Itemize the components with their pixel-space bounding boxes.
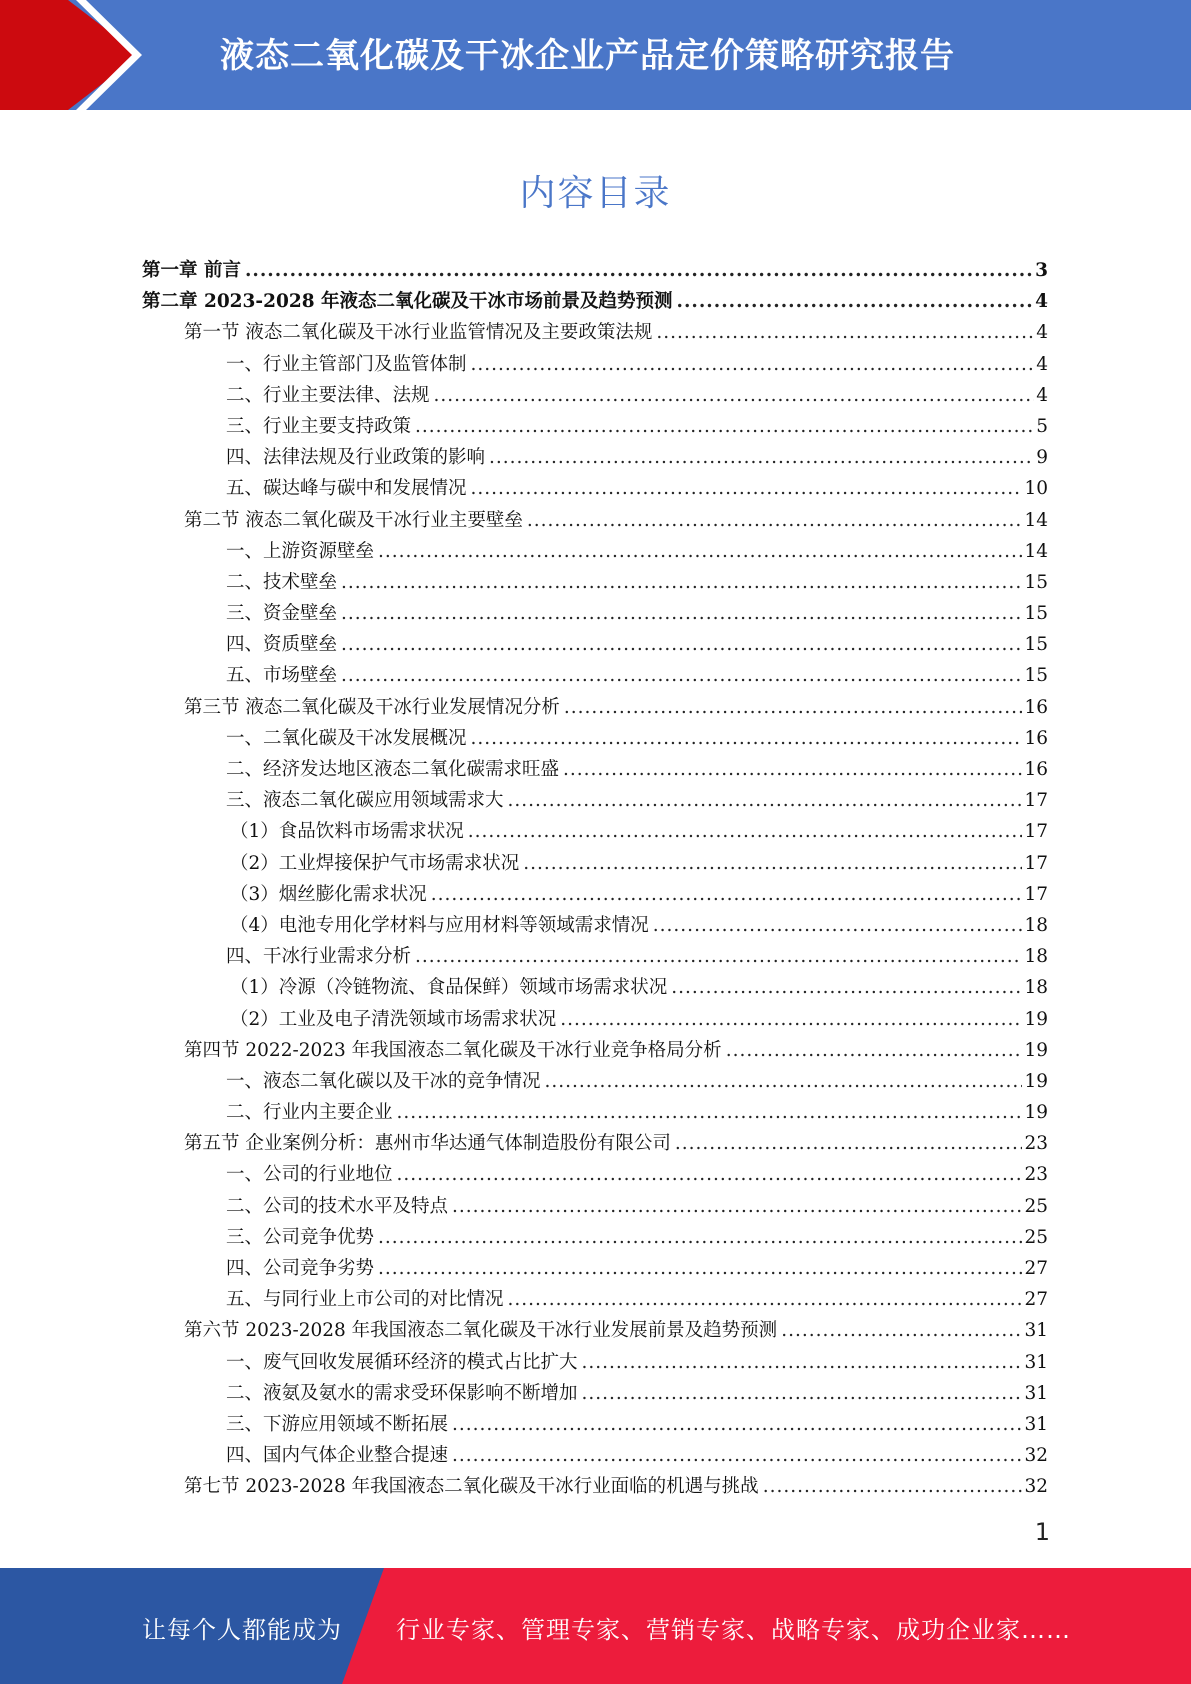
toc-entry[interactable] [142,473,1048,504]
toc-entry[interactable] [142,723,1048,754]
toc-entry-page: 17 [1024,821,1048,843]
toc-entry-page: 25 [1024,1226,1048,1248]
toc-entry-page: 9 [1036,447,1048,469]
toc-dot-leader [489,442,1034,473]
toc-dot-leader [763,1471,1023,1502]
toc-entry-label: 第七节 2023-2028 年我国液态二氧化碳及干冰行业面临的机遇与挑战 [184,1476,759,1498]
toc-entry[interactable] [142,349,1048,380]
toc-entry-label: 二、技术壁垒 [226,571,338,593]
toc-entry[interactable] [142,380,1048,411]
toc-entry[interactable] [142,255,1048,286]
toc-entry-page: 18 [1024,914,1048,936]
toc-entry-page: 25 [1024,1195,1048,1217]
toc-heading: 内容目录 [519,173,672,214]
toc-dot-leader [508,785,1023,816]
toc-dot-leader [671,972,1022,1003]
toc-entry-page: 4 [1036,322,1048,344]
toc-entry-label: 三、公司竞争优势 [226,1226,375,1248]
toc-entry-page: 15 [1024,665,1048,687]
toc-dot-leader [341,598,1022,629]
header-banner [0,0,1191,110]
toc-entry-page: 16 [1024,696,1048,718]
table-of-contents [142,255,1048,1503]
toc-entry-label: 第三节 液态二氧化碳及干冰行业发展情况分析 [184,696,560,718]
toc-entry-page: 4 [1036,353,1048,375]
toc-entry[interactable] [142,1128,1048,1159]
toc-entry-label: （2）工业及电子清洗领域市场需求状况 [230,1008,557,1030]
toc-dot-leader [378,536,1022,567]
toc-entry-page: 16 [1024,727,1048,749]
toc-entry-page: 19 [1024,1070,1048,1092]
toc-entry[interactable] [142,1097,1048,1128]
toc-entry[interactable] [142,660,1048,691]
toc-entry[interactable] [142,1284,1048,1315]
toc-entry-page: 15 [1024,603,1048,625]
toc-entry[interactable] [142,286,1048,317]
toc-entry-page: 31 [1024,1382,1048,1404]
toc-entry-label: 一、行业主管部门及监管体制 [226,353,467,375]
toc-entry-page: 4 [1036,384,1048,406]
toc-entry[interactable] [142,1378,1048,1409]
header-red-block [0,0,68,110]
toc-dot-leader [545,1066,1023,1097]
toc-entry[interactable] [142,816,1048,847]
toc-entry-page: 14 [1024,509,1048,531]
toc-dot-leader [341,567,1022,598]
toc-dot-leader [378,1222,1022,1253]
toc-entry[interactable] [142,411,1048,442]
toc-dot-leader [781,1315,1022,1346]
toc-entry-label: 第四节 2022-2023 年我国液态二氧化碳及干冰行业竞争格局分析 [184,1039,722,1061]
toc-entry[interactable] [142,598,1048,629]
toc-entry-label: 四、资质壁垒 [226,634,338,656]
toc-entry-page: 31 [1024,1351,1048,1373]
toc-entry-label: 二、行业主要法律、法规 [226,384,430,406]
toc-entry-page: 14 [1024,540,1048,562]
toc-entry-label: 第二节 液态二氧化碳及干冰行业主要壁垒 [184,509,523,531]
toc-entry[interactable] [142,505,1048,536]
toc-entry-label: 一、废气回收发展循环经济的模式占比扩大 [226,1351,578,1373]
toc-entry-label: 二、行业内主要企业 [226,1102,393,1124]
toc-entry-page: 3 [1035,260,1048,281]
toc-entry-page: 23 [1024,1164,1048,1186]
toc-dot-leader [508,1284,1023,1315]
toc-entry[interactable] [142,567,1048,598]
toc-dot-leader [560,1004,1022,1035]
toc-entry[interactable] [142,754,1048,785]
toc-entry-label: 一、液态二氧化碳以及干冰的竞争情况 [226,1070,541,1092]
toc-entry-label: 四、国内气体企业整合提速 [226,1445,449,1467]
toc-dot-leader [471,473,1023,504]
toc-entry-page: 19 [1024,1102,1048,1124]
toc-dot-leader [415,411,1034,442]
toc-entry[interactable] [142,1440,1048,1471]
toc-entry-page: 32 [1024,1445,1048,1467]
toc-entry[interactable] [142,785,1048,816]
toc-entry-label: 一、上游资源壁垒 [226,540,375,562]
document-title: 液态二氧化碳及干冰企业产品定价策略研究报告 [220,36,955,76]
toc-dot-leader [431,879,1023,910]
toc-dot-leader [656,317,1034,348]
toc-entry-label: 二、公司的技术水平及特点 [226,1195,449,1217]
toc-entry-label: 五、市场壁垒 [226,665,338,687]
toc-entry-label: 一、公司的行业地位 [226,1164,393,1186]
toc-dot-leader [582,1378,1023,1409]
toc-entry-label: 四、干冰行业需求分析 [226,946,412,968]
toc-entry-label: 五、与同行业上市公司的对比情况 [226,1289,504,1311]
toc-entry[interactable] [142,1222,1048,1253]
toc-dot-leader [471,349,1035,380]
toc-dot-leader [378,1253,1022,1284]
toc-entry-page: 18 [1024,977,1048,999]
toc-entry-page: 27 [1024,1258,1048,1279]
toc-entry-label: 第五节 企业案例分析：惠州市华达通气体制造股份有限公司 [184,1133,671,1155]
toc-entry-label: 第二章 2023-2028 年液态二氧化碳及干冰市场前景及趋势预测 [142,291,673,313]
toc-entry-label: （2）工业焊接保护气市场需求状况 [230,852,520,874]
toc-entry-page: 18 [1024,946,1048,968]
toc-entry[interactable] [142,1253,1048,1284]
toc-entry-label: 第六节 2023-2028 年我国液态二氧化碳及干冰行业发展前景及趋势预测 [184,1320,778,1342]
toc-dot-leader [245,255,1033,286]
toc-dot-leader [452,1191,1022,1222]
toc-dot-leader [564,692,1023,723]
toc-entry[interactable] [142,1315,1048,1346]
toc-entry-label: （3）烟丝膨化需求状况 [230,883,427,905]
toc-entry-page: 23 [1024,1133,1048,1155]
toc-entry-label: 四、公司竞争劣势 [226,1258,375,1279]
toc-entry-label: 二、液氨及氨水的需求受环保影响不断增加 [226,1382,578,1404]
toc-dot-leader [527,505,1023,536]
toc-dot-leader [563,754,1022,785]
toc-entry-page: 32 [1024,1476,1048,1498]
toc-entry[interactable] [142,692,1048,723]
footer-slogan-left: 让每个人都能成为 [142,1616,342,1644]
toc-entry-label: 五、碳达峰与碳中和发展情况 [226,478,467,500]
toc-dot-leader [397,1159,1023,1190]
toc-entry-page: 31 [1024,1320,1048,1342]
toc-entry[interactable] [142,629,1048,660]
toc-entry-label: 四、法律法规及行业政策的影响 [226,447,486,469]
toc-entry[interactable] [142,317,1048,348]
toc-entry-page: 4 [1035,291,1048,313]
toc-entry-page: 16 [1024,759,1048,780]
toc-dot-leader [677,286,1034,317]
toc-dot-leader [434,380,1035,411]
toc-dot-leader [471,723,1023,754]
toc-dot-leader [653,910,1023,941]
toc-entry[interactable] [142,941,1048,972]
toc-entry-label: 三、液态二氧化碳应用领域需求大 [226,790,504,812]
toc-entry-label: 三、资金壁垒 [226,603,338,625]
toc-entry[interactable] [142,910,1048,941]
toc-dot-leader [397,1097,1023,1128]
toc-dot-leader [341,660,1022,691]
header-chevron-icon [76,0,156,110]
toc-entry-label: （1）冷源（冷链物流、食品保鲜）领域市场需求状况 [230,977,668,999]
toc-dot-leader [675,1128,1023,1159]
toc-dot-leader [523,848,1022,879]
footer-slogan-right: 行业专家、管理专家、营销专家、战略专家、成功企业家…… [396,1616,1071,1644]
toc-entry[interactable] [142,1409,1048,1440]
toc-entry-page: 5 [1036,415,1048,437]
toc-entry-label: 二、经济发达地区液态二氧化碳需求旺盛 [226,759,560,780]
toc-entry-page: 15 [1024,634,1048,656]
toc-entry[interactable] [142,536,1048,567]
toc-entry-page: 10 [1024,478,1048,500]
toc-dot-leader [452,1440,1022,1471]
toc-entry[interactable] [142,1159,1048,1190]
toc-entry-page: 17 [1024,790,1048,812]
toc-entry-label: 一、二氧化碳及干冰发展概况 [226,727,467,749]
toc-entry-page: 27 [1024,1289,1048,1311]
page-number: 1 [1034,1518,1050,1546]
toc-dot-leader [582,1347,1023,1378]
toc-entry[interactable] [142,1066,1048,1097]
toc-entry[interactable] [142,848,1048,879]
toc-entry-label: 第一章 前言 [142,260,241,281]
toc-entry-label: （1）食品饮料市场需求状况 [230,821,464,843]
toc-dot-leader [452,1409,1022,1440]
toc-entry-page: 17 [1024,852,1048,874]
toc-entry[interactable] [142,442,1048,473]
toc-entry-page: 15 [1024,571,1048,593]
toc-entry-page: 19 [1024,1008,1048,1030]
toc-entry[interactable] [142,1471,1048,1502]
toc-entry[interactable] [142,1035,1048,1066]
toc-entry-page: 19 [1024,1039,1048,1061]
toc-entry-label: 三、行业主要支持政策 [226,415,412,437]
toc-entry[interactable] [142,1191,1048,1222]
footer-banner [0,1568,1191,1684]
toc-entry-page: 17 [1024,883,1048,905]
toc-entry-label: 第一节 液态二氧化碳及干冰行业监管情况及主要政策法规 [184,322,653,344]
toc-entry-label: （4）电池专用化学材料与应用材料等领域需求情况 [230,914,649,936]
toc-entry-label: 三、下游应用领域不断拓展 [226,1413,449,1435]
toc-entry[interactable] [142,1004,1048,1035]
toc-dot-leader [341,629,1022,660]
toc-dot-leader [468,816,1023,847]
toc-entry[interactable] [142,879,1048,910]
toc-entry-page: 31 [1024,1413,1048,1435]
toc-entry[interactable] [142,972,1048,1003]
toc-dot-leader [726,1035,1023,1066]
toc-entry[interactable] [142,1347,1048,1378]
toc-dot-leader [415,941,1022,972]
